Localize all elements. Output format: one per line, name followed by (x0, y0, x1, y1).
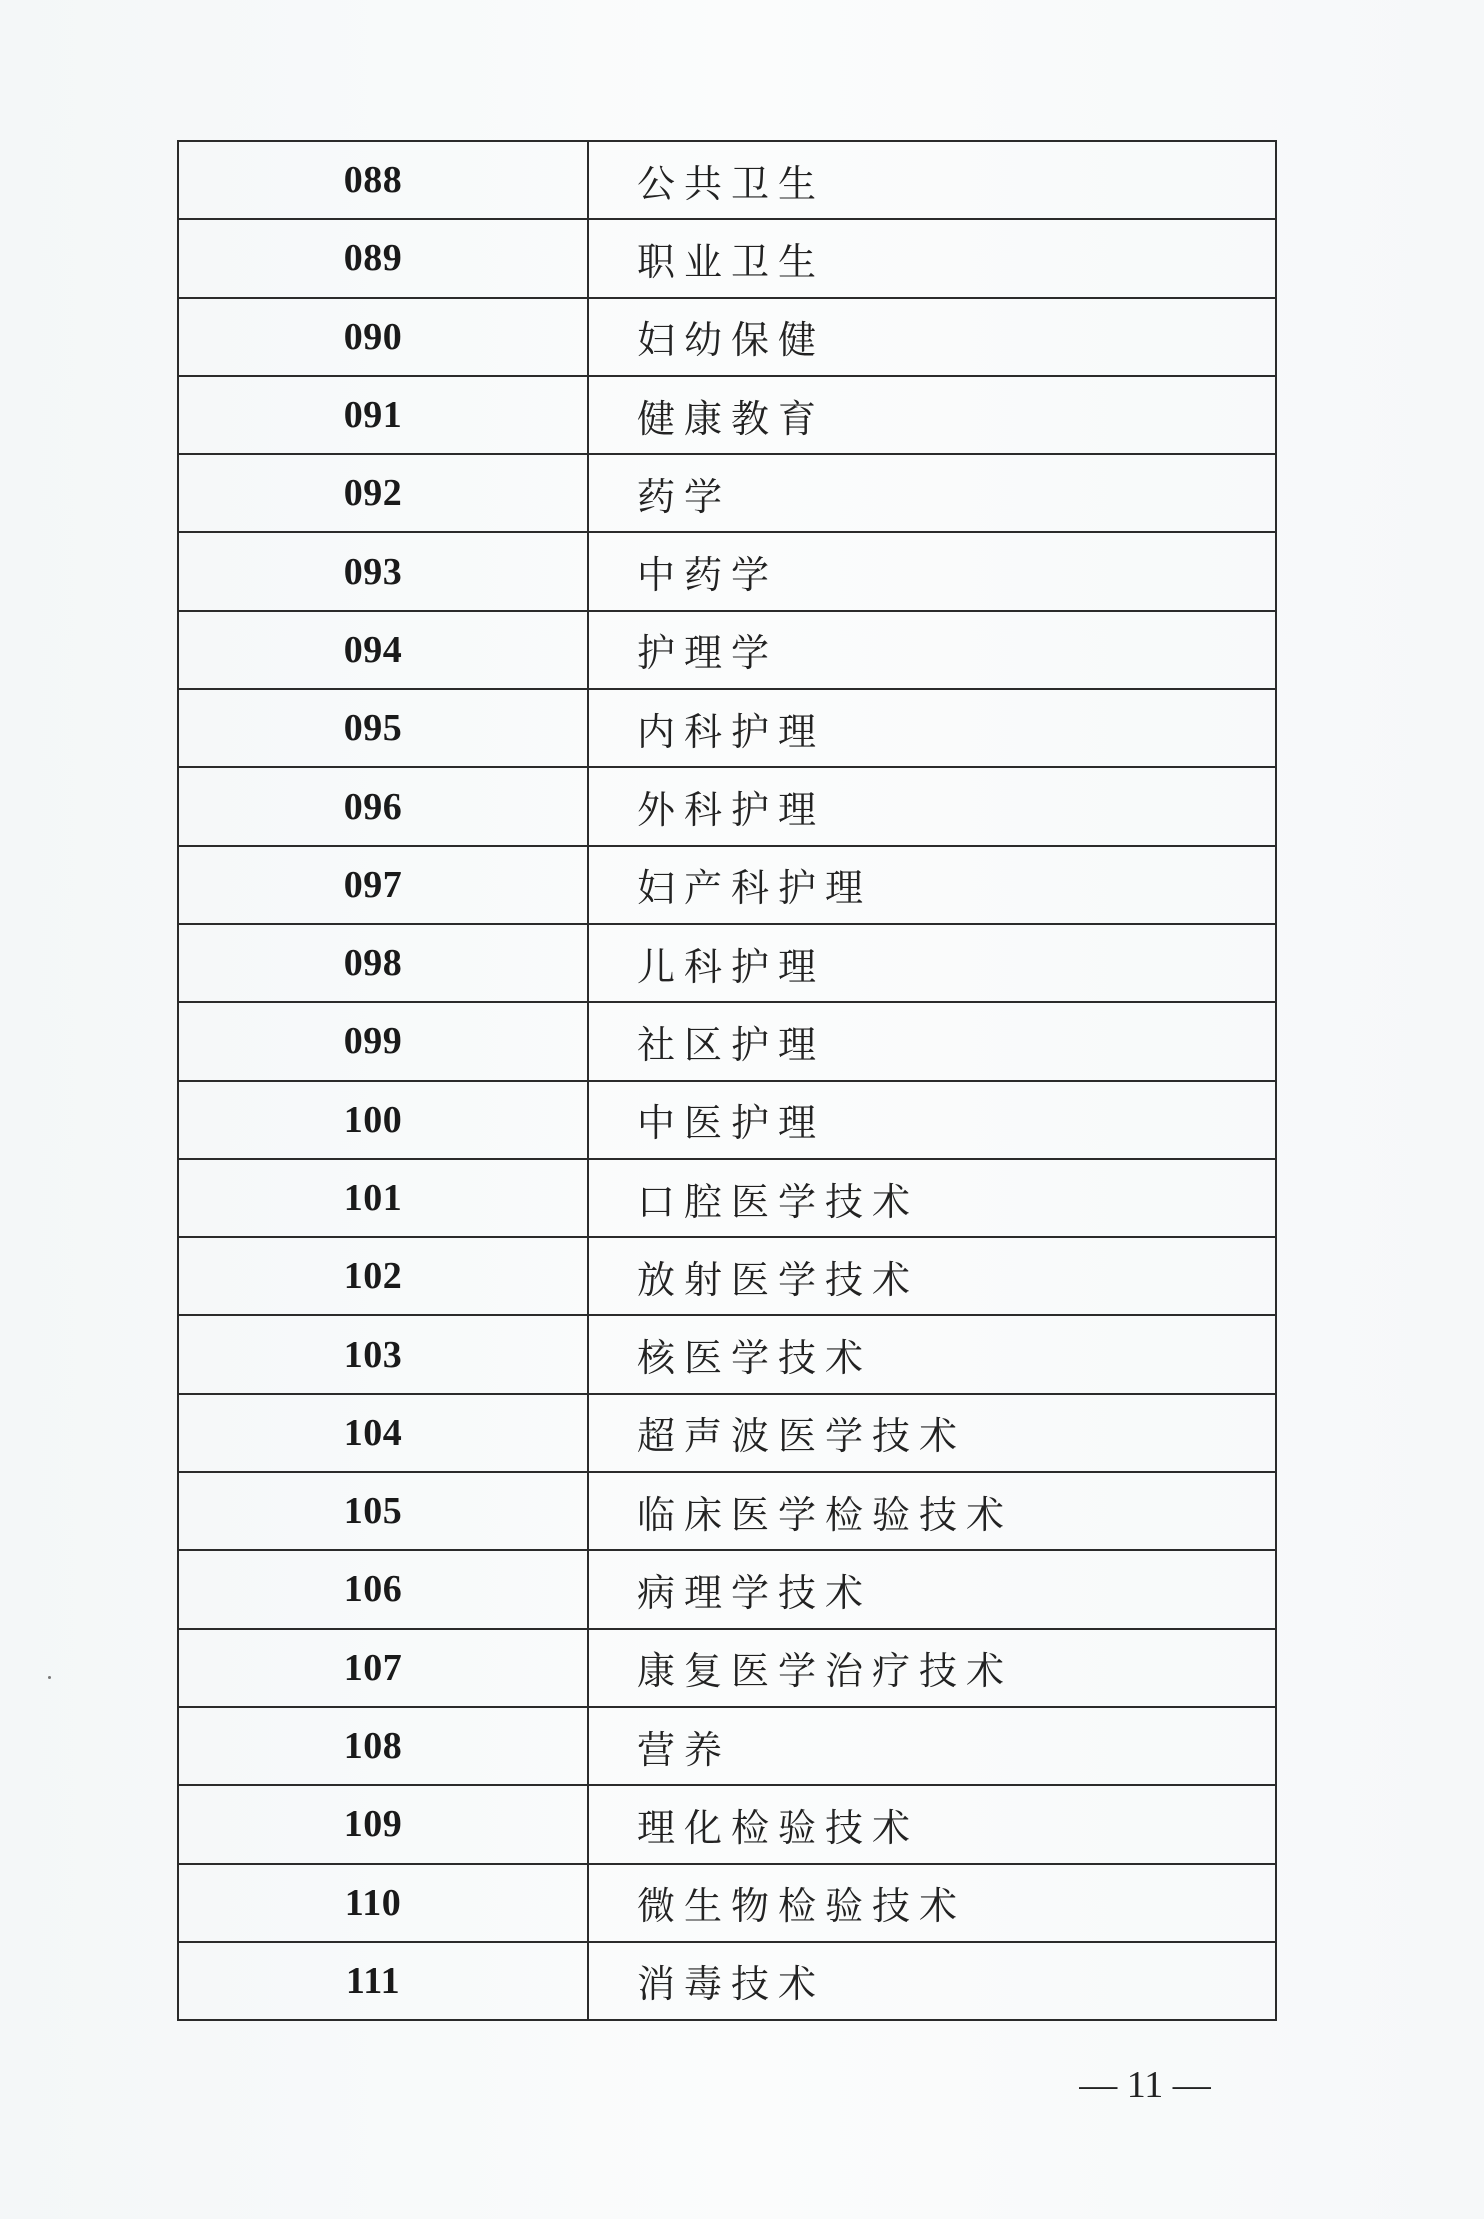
specialty-code-table (177, 140, 1277, 2021)
table-row (178, 1081, 1276, 1159)
specialty-name: 护理学 (588, 611, 1276, 689)
specialty-code: 096 (178, 767, 588, 845)
specialty-code: 088 (178, 141, 588, 219)
table-row (178, 689, 1276, 767)
table-row (178, 1942, 1276, 2020)
specialty-code: 108 (178, 1707, 588, 1785)
specialty-name: 理化检验技术 (588, 1785, 1276, 1863)
specialty-code: 111 (178, 1942, 588, 2020)
specialty-code: 101 (178, 1159, 588, 1237)
specialty-code: 098 (178, 924, 588, 1002)
table-body (178, 141, 1276, 2020)
specialty-code: 106 (178, 1550, 588, 1628)
specialty-name: 营养 (588, 1707, 1276, 1785)
specialty-code: 091 (178, 376, 588, 454)
table-row (178, 1707, 1276, 1785)
table-row (178, 1864, 1276, 1942)
specialty-code: 094 (178, 611, 588, 689)
table-row (178, 298, 1276, 376)
specialty-name: 药学 (588, 454, 1276, 532)
specialty-name: 妇幼保健 (588, 298, 1276, 376)
specialty-code: 110 (178, 1864, 588, 1942)
specialty-code: 095 (178, 689, 588, 767)
specialty-code: 097 (178, 846, 588, 924)
specialty-name: 内科护理 (588, 689, 1276, 767)
specialty-code: 107 (178, 1629, 588, 1707)
specialty-code: 103 (178, 1315, 588, 1393)
specialty-name: 健康教育 (588, 376, 1276, 454)
specialty-code: 093 (178, 532, 588, 610)
specialty-code: 104 (178, 1394, 588, 1472)
specialty-name: 中医护理 (588, 1081, 1276, 1159)
specialty-name: 核医学技术 (588, 1315, 1276, 1393)
specialty-name: 公共卫生 (588, 141, 1276, 219)
specialty-code: 102 (178, 1237, 588, 1315)
table-row (178, 141, 1276, 219)
table-row (178, 1394, 1276, 1472)
table-row (178, 924, 1276, 1002)
specialty-name: 外科护理 (588, 767, 1276, 845)
table-row (178, 454, 1276, 532)
specialty-code: 109 (178, 1785, 588, 1863)
specialty-code: 100 (178, 1081, 588, 1159)
scan-speck (48, 1676, 51, 1679)
table-row (178, 376, 1276, 454)
table-row (178, 767, 1276, 845)
table-row (178, 532, 1276, 610)
table-row (178, 1550, 1276, 1628)
table-row (178, 1472, 1276, 1550)
specialty-name: 儿科护理 (588, 924, 1276, 1002)
specialty-code: 092 (178, 454, 588, 532)
specialty-code: 105 (178, 1472, 588, 1550)
specialty-name: 病理学技术 (588, 1550, 1276, 1628)
specialty-name: 微生物检验技术 (588, 1864, 1276, 1942)
specialty-name: 口腔医学技术 (588, 1159, 1276, 1237)
specialty-name: 社区护理 (588, 1002, 1276, 1080)
table-row (178, 1785, 1276, 1863)
specialty-name: 放射医学技术 (588, 1237, 1276, 1315)
table-row (178, 1237, 1276, 1315)
specialty-code: 099 (178, 1002, 588, 1080)
table-row (178, 1159, 1276, 1237)
specialty-name: 妇产科护理 (588, 846, 1276, 924)
table-row (178, 219, 1276, 297)
table-row (178, 1629, 1276, 1707)
specialty-name: 职业卫生 (588, 219, 1276, 297)
page-number: — 11 — (1079, 2064, 1211, 2106)
specialty-code: 090 (178, 298, 588, 376)
specialty-name: 超声波医学技术 (588, 1394, 1276, 1472)
specialty-name: 临床医学检验技术 (588, 1472, 1276, 1550)
table-row (178, 846, 1276, 924)
specialty-name: 消毒技术 (588, 1942, 1276, 2020)
table-row (178, 611, 1276, 689)
specialty-name: 康复医学治疗技术 (588, 1629, 1276, 1707)
table-row (178, 1002, 1276, 1080)
specialty-code: 089 (178, 219, 588, 297)
table-row (178, 1315, 1276, 1393)
specialty-name: 中药学 (588, 532, 1276, 610)
